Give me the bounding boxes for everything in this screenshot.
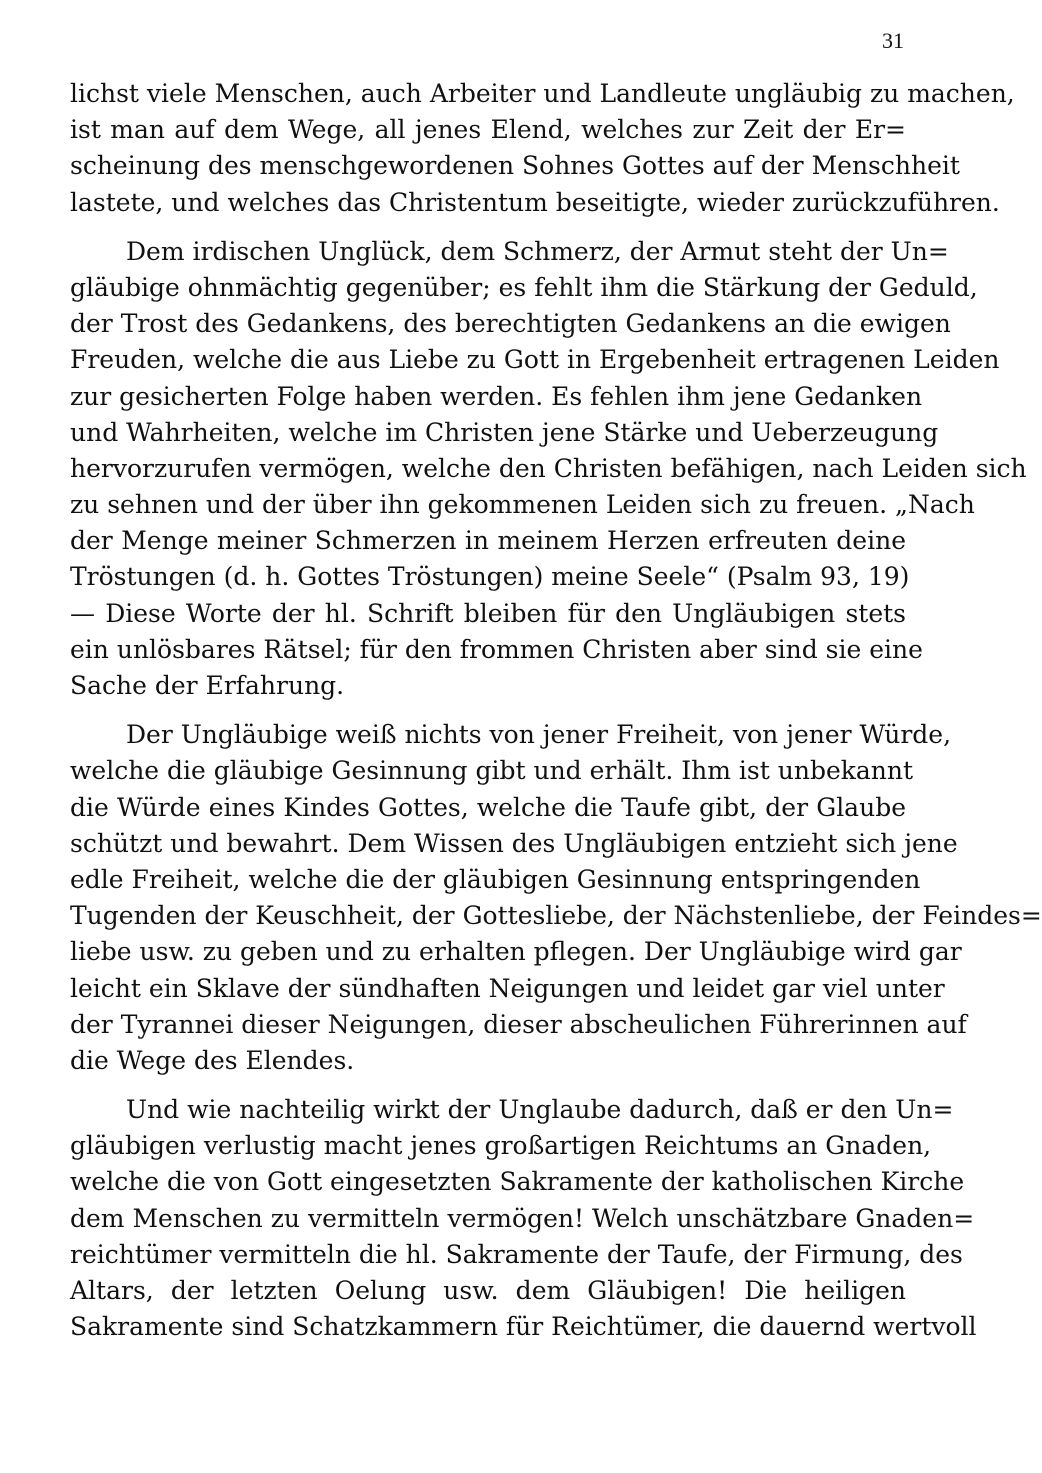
text-line: reichtümer vermitteln die hl. Sakramente der Taufe, der Firmung, des [70,1239,963,1269]
text-line: gläubigen verlustig macht jenes großartigen Reichtums an Gnaden, [70,1131,932,1161]
text-line: zu sehnen und der über ihn gekommenen Leiden sich zu freuen. „Nach [70,490,975,520]
text-line: der Trost des Gedankens, des berechtigten Gedankens an die ewigen [70,309,951,339]
text-line: leicht ein Sklave der sündhaften Neigungen und leidet gar viel unter [70,973,945,1003]
text-line: edle Freiheit, welche die der gläubigen Gesinnung entspringenden [70,864,921,894]
text-line: welche die gläubige Gesinnung gibt und erhält. Ihm ist unbekannt [70,756,914,786]
text-line: die Wege des Elendes. [70,1045,355,1075]
paragraph [70,717,1042,1079]
text-line: hervorzurufen vermögen, welche den Christen befähigen, nach Leiden sich [70,453,1027,483]
text-line: Der Ungläubige weiß nichts von jener Freiheit, von jener Würde, [126,720,952,750]
text-line: lastete, und welches das Christentum beseitigte, wieder zurückzuführen. [70,187,1000,217]
paragraph [70,1092,977,1345]
page-number: 31 [882,28,904,53]
text-line: der Tyrannei dieser Neigungen, dieser abscheulichen Führerinnen auf [70,1009,967,1039]
text-line: dem Menschen zu vermitteln vermögen! Welch unschätzbare Gnaden= [70,1203,975,1233]
text-line: Sache der Erfahrung. [70,671,345,700]
text-line: Dem irdischen Unglück, dem Schmerz, der Armut steht der Un= [126,236,949,266]
text-line: ein unlösbares Rätsel; für den frommen Christen aber sind sie eine [70,634,923,664]
text-line: die Würde eines Kindes Gottes, welche die Taufe gibt, der Glaube [70,792,906,822]
text-line: scheinung des menschgewordenen Sohnes Gottes auf der Menschheit [70,151,960,181]
text-line: welche die von Gott eingesetzten Sakramente der katholischen Kirche [70,1167,965,1197]
text-line: Und wie nachteilig wirkt der Unglaube dadurch, daß er den Un= [126,1095,954,1125]
text-line: gläubige ohnmächtig gegenüber; es fehlt ihm die Stärkung der Geduld, [70,272,978,302]
text-line: schützt und bewahrt. Dem Wissen des Ungläubigen entzieht sich jene [70,828,958,858]
text-line: Sakramente sind Schatzkammern für Reichtümer, die dauernd wertvoll [70,1312,977,1342]
text-line: lichst viele Menschen, auch Arbeiter und Landleute ungläubig zu machen, [70,79,1015,108]
body-text [70,76,1042,1358]
text-line: Altars, der letzten Oelung usw. dem Gläubigen! Die heiligen [70,1276,906,1305]
text-line: zur gesicherten Folge haben werden. Es fehlen ihm jene Gedanken [70,381,923,411]
text-line: der Menge meiner Schmerzen in meinem Herzen erfreuten deine [70,526,906,556]
paragraph [70,76,1015,221]
text-line: ist man auf dem Wege, all jenes Elend, welches zur Zeit der Er= [70,115,906,145]
text-line: Tugenden der Keuschheit, der Gottesliebe, der Nächstenliebe, der Feindes= [70,901,1042,931]
text-line: liebe usw. zu geben und zu erhalten pflegen. Der Ungläubige wird gar [70,937,962,967]
text-line: Tröstungen (d. h. Gottes Tröstungen) meine Seele“ (Psalm 93, 19) [70,562,910,592]
text-line: — Diese Worte der hl. Schrift bleiben für den Ungläubigen stets [70,598,906,628]
paragraph [70,234,1027,704]
text-line: und Wahrheiten, welche im Christen jene Stärke und Ueberzeugung [70,417,939,447]
text-line: Freuden, welche die aus Liebe zu Gott in Ergebenheit ertragenen Leiden [70,345,1000,375]
